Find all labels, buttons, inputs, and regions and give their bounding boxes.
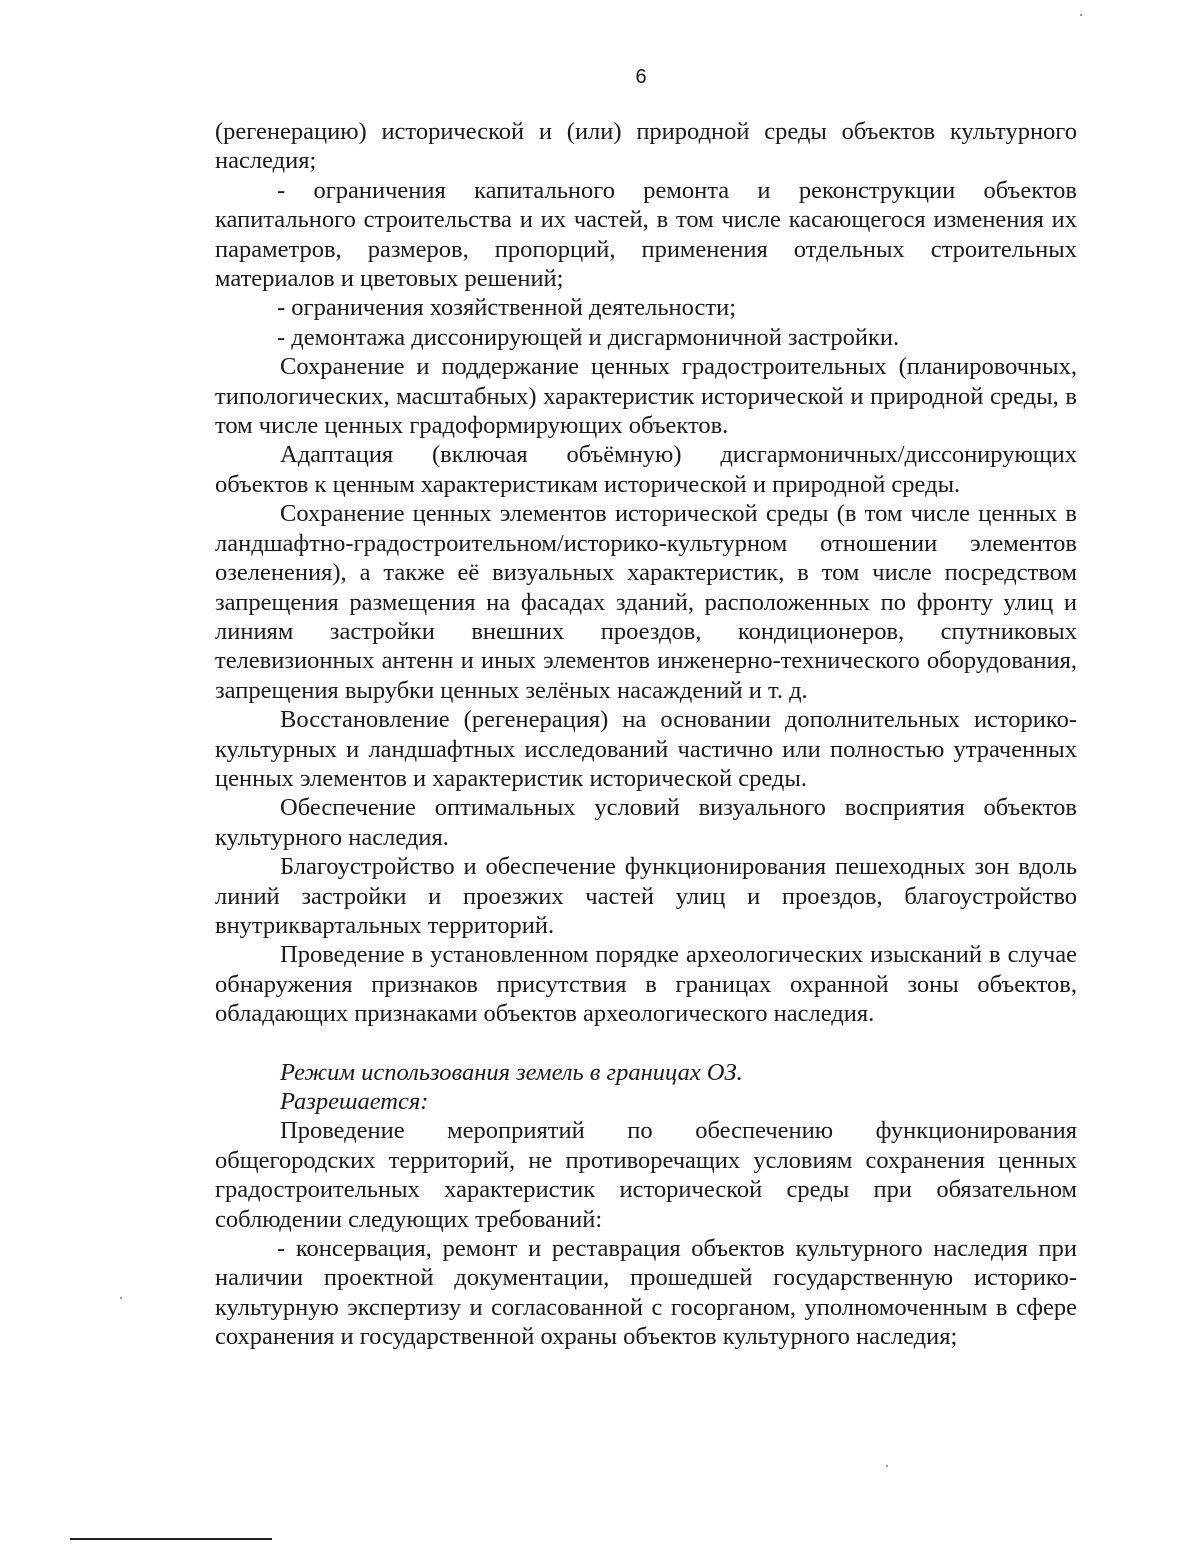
document-body	[215, 117, 1077, 1352]
section-heading: Режим использования земель в границах ОЗ.	[280, 1058, 743, 1086]
paragraph-permitted-activities: Проведение мероприятий по обеспечению функционирования общегородских территорий, не противоречащих условиям сохранения ценных градостроительных характеристик исторической среды при обязательном соблюдении следующих требований:	[215, 1117, 1077, 1233]
paragraph-visual-perception: Обеспечение оптимальных условий визуального восприятия объектов культурного наследия.	[215, 794, 1077, 851]
scan-speck	[120, 1297, 122, 1299]
paragraph-preservation-characteristics: Сохранение и поддержание ценных градостроительных (планировочных, типологических, масштабных) характеристик исторической и природной среды, в том числе ценных градоформирующих объектов.	[215, 353, 1077, 440]
section-gap	[215, 1029, 1077, 1058]
list-item-dismantling: - демонтажа диссонирующей и дисгармоничной застройки.	[277, 323, 900, 351]
list-item-conservation: - консервация, ремонт и реставрация объектов культурного наследия при наличии проектной документации, прошедшей государственную историко-культурную экспертизу и согласованной с госорганом, уполномоченным в сфере сохранения и государственной охраны объектов культурного наследия;	[215, 1235, 1077, 1351]
footnote-rule	[70, 1538, 272, 1540]
scan-speck	[886, 1465, 888, 1467]
paragraph-adaptation: Адаптация (включая объёмную) дисгармоничных/диссонирующих объектов к ценным характеристикам исторической и природной среды.	[215, 441, 1077, 498]
list-item-restrictions-repair: - ограничения капитального ремонта и реконструкции объектов капитального строительства и их частей, в том числе касающегося изменения их параметров, размеров, пропорций, применения отдельных строительных материалов и цветовых решений;	[215, 176, 1077, 293]
paragraph-archaeology: Проведение в установленном порядке археологических изысканий в случае обнаружения признаков присутствия в границах охранной зоны объектов, обладающих признаками объектов археологического наследия.	[215, 941, 1077, 1028]
paragraph-continuation: (регенерацию) исторической и (или) природной среды объектов культурного наследия;	[215, 118, 1077, 175]
section-subheading: Разрешается:	[280, 1088, 429, 1115]
list-item-restrictions-economic: - ограничения хозяйственной деятельности;	[277, 294, 737, 322]
paragraph-restoration: Восстановление (регенерация) на основании дополнительных историко-культурных и ландшафтных исследований частично или полностью утраченных ценных элементов и характеристик исторической среды.	[215, 706, 1077, 792]
paragraph-landscaping: Благоустройство и обеспечение функционирования пешеходных зон вдоль линий застройки и проезжих частей улиц и проездов, благоустройство внутриквартальных территорий.	[215, 853, 1077, 939]
scan-speck	[1080, 14, 1082, 16]
page-number: 6	[635, 66, 647, 88]
paragraph-preservation-elements: Сохранение ценных элементов исторической среды (в том числе ценных в ландшафтно-градостроительном/историко-культурном отношении элементов озеленения), а также её визуальных характеристик, в том числе посредством запрещения размещения на фасадах зданий, расположенных по фронту улиц и линиям застройки внешних проездов, кондиционеров, спутниковых телевизионных антенн и иных элементов инженерно-технического оборудования, запрещения вырубки ценных зелёных насаждений и т. д.	[215, 500, 1077, 704]
